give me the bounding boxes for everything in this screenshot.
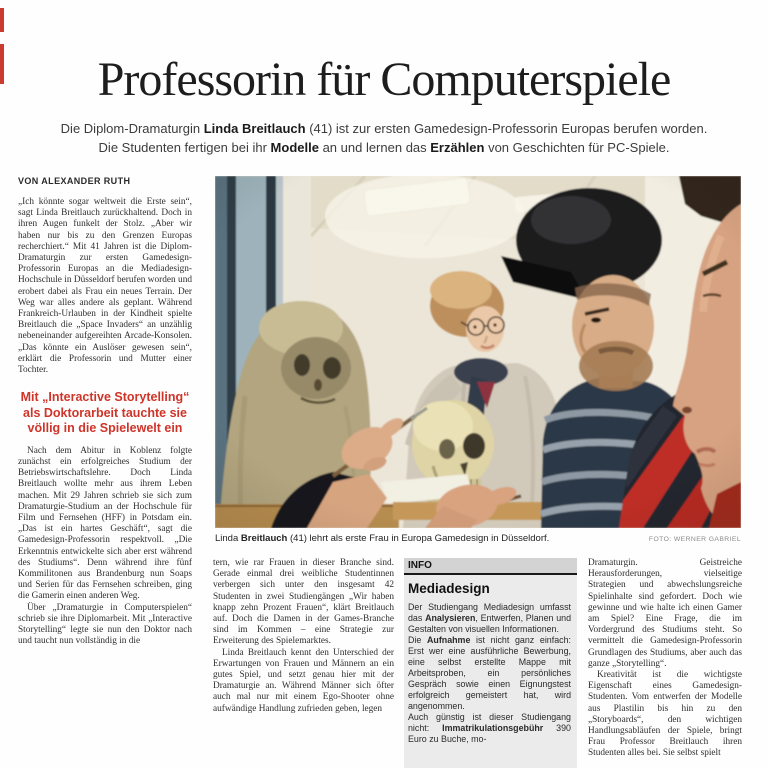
- infobox: [404, 558, 577, 768]
- article-paragraph: Dramaturgin. Geistreiche Herausforderungen, vielseitige Strategien und abwechslungsreiche Spielinhalte sind gefordert. Doch wie gewinne und wie halte ich einen Gamer am Spiel? Eine Frage, die im Vordergrund des Studiums steht. So vermittelt die Gamedesign-Professorin Grundlagen des Studiums, aber auch das ganze „Storytelling“.: [588, 558, 742, 669]
- caption-row: [215, 533, 741, 544]
- article-paragraph: Nach dem Abitur in Koblenz folgte zunächst ein erfolgreiches Studium der Betriebswirtschaftslehre. Doch Linda Breitlauch wollte mehr aus ihrem Leben machen. Mit 29 Jahren schrieb sie sich zum Dramaturgie-Studium an der Hochschule für Film und Fernsehen (HFF) in Potsdam ein. „Das ist ein hartes Geschäft“, sagt die Gamedesign-Professorin respektvoll. „Die Erkenntnis entwickelte sich aber erst während des Studiums“. Denn während ihre fünf Kommilitonen aus Brandenburg nun Soaps und Serien für das Fernsehen schreiben, ging die Gamerin einen anderen Weg.: [18, 445, 192, 602]
- article-paragraph: Über „Dramaturgie in Computerspielen“ schrieb sie ihre Diplomarbeit. Mit „Interactive Storytelling“ legte sie nun den Doktor nach und taucht nun vollständig in die: [18, 602, 192, 647]
- article-paragraph: Kreativität ist die wichtigste Eigenschaft eines Gamedesign-Studenten. Vom entwerfen der Modelle aus Plastilin bis hin zu den „Storyboards“, den wichtigen Handlungsabläufen der Spiele, bringt Frau Professor Breitlauch ihren Studenten alles bei. Sie selbst spielt: [588, 670, 742, 759]
- infobox-label: INFO: [404, 558, 577, 575]
- infobox-title: Mediadesign: [408, 581, 490, 596]
- byline: VON ALEXANDER RUTH: [18, 176, 131, 186]
- classroom-photo-illustration: [215, 176, 741, 528]
- column-middle: [213, 558, 394, 768]
- crosshead: Mit „Interactive Storytelling“ als Doktorarbeit tauchte sie völlig in die Spielewelt ein: [20, 390, 190, 436]
- infobox-paragraph: Die Aufnahme ist nicht ganz einfach: Erst wer eine ausführliche Bewerbung, eine selbst erstellte Mappe mit Arbeitsproben, ein persönliches Gespräch sowie einen Eignungstest erfolgreich gemeistert hat, wird angenommen.: [408, 635, 571, 711]
- column-left: [18, 176, 192, 768]
- subhead: Die Diplom-Dramaturgin Linda Breitlauch (41) ist zur ersten Gamedesign-Professorin Europas berufen worden. Die Studenten fertigen bei ihr Modelle an und lernen das Erzählen von Geschichten für PC-Spiele.: [60, 121, 708, 155]
- article-paragraph: Linda Breitlauch kennt den Unterschied der Erwartungen von Frauen und Männern an ein gutes Spiel, und setzt genau hier mit der Dramaturgie an. Während Männer sich öfter auch mal nur mit einem Ego-Shooter ohne aufwändige Handlung zufrieden geben, legen: [213, 647, 394, 714]
- article-photo: [215, 176, 741, 528]
- column-right: [588, 558, 742, 768]
- scan-edge-mark: [0, 8, 4, 32]
- headline: Professorin für Computerspiele: [97, 53, 671, 106]
- photo-credit: FOTO: WERNER GABRIEL: [648, 536, 741, 543]
- infobox-body: [404, 575, 577, 745]
- infobox-paragraph: Der Studiengang Mediadesign umfasst das Analysieren, Entwerfen, Planen und Gestalten von visuellen Informationen.: [408, 602, 572, 634]
- infobox-paragraph: Auch günstig ist dieser Studiengang nicht: Immatrikulationsgebühr 390 Euro zu Buche, mo-: [408, 712, 571, 744]
- photo-caption: Linda Breitlauch (41) lehrt als erste Frau in Europa Gamedesign in Düsseldorf.: [215, 533, 550, 544]
- article-paragraph: „Ich könnte sogar weltweit die Erste sein“, sagt Linda Breitlauch zurückhaltend. Doch in ihren Augen funkelt der Stolz. „Aber wir haben nur bis zu den Grenzen Europas recherchiert.“ Mit 41 Jahren ist die Diplom-Dramaturgin zur ersten Gamedesign-Professorin Europas an die Mediadesign-Hochschule in Düsseldorf berufen worden und erobert dabei als Frau ein neues Terrain. Der Weg war alles andere als geplant. Während Frankreich-Urlauben in der Kindheit spielte Breitlauch die „Space Invaders“ an unzählig nebeneinander aufgereihten Arcade-Konsolen. „Das könnte ein Auslöser gewesen sein“, erklärt die Professorin und Mutter einer Tochter.: [18, 197, 192, 376]
- article-paragraph: tern, wie rar Frauen in dieser Branche sind. Gerade einmal drei weibliche Studentinnen verbergen sich unter den insgesamt 42 Studenten in zwei Studiengängen „Wir haben knapp zehn Prozent Frauen“, klärt Breitlauch auf. Doch die Damen in der Games-Branche sind im Kommen – eine Strategie zur Erweiterung des Spielemarktes.: [213, 558, 394, 647]
